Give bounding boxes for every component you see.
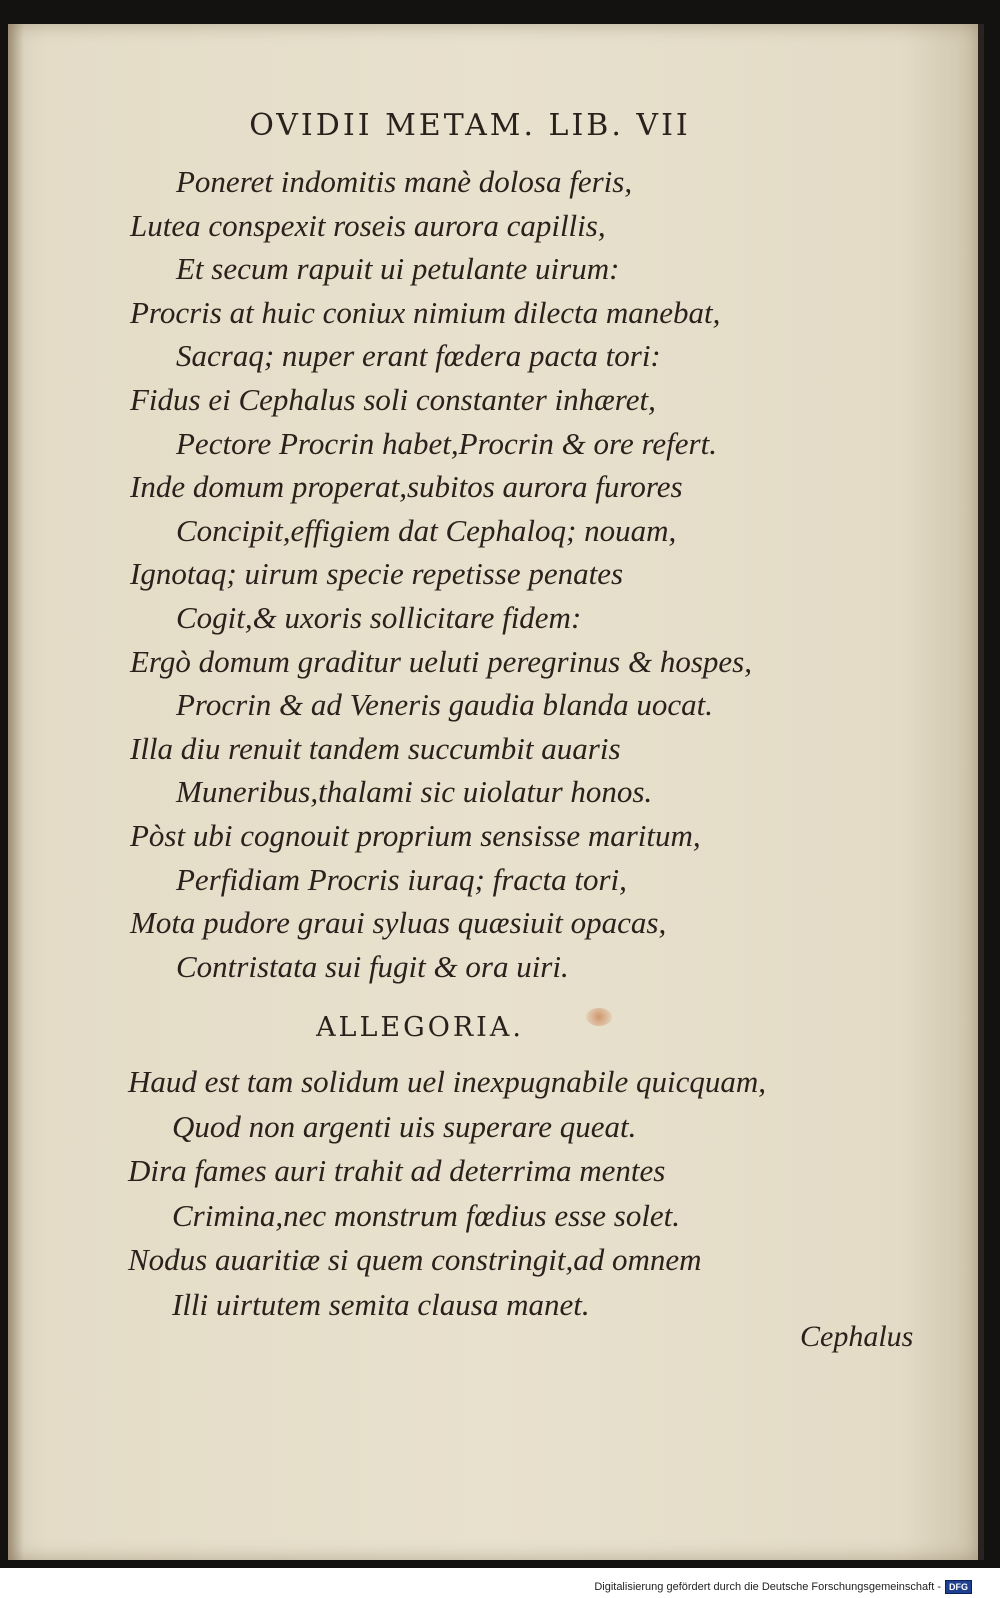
allegory-line: Quod non argenti uis superare queat. (172, 1108, 637, 1144)
verse-line: Perfidiam Procris iuraq; fracta tori, (176, 861, 627, 897)
allegory-line: Nodus auaritiæ si quem constringit,ad omnem (128, 1242, 702, 1277)
catchword: Cephalus (800, 1320, 914, 1353)
verse-block (130, 160, 950, 988)
allegory-block (128, 1060, 948, 1327)
verse-line: Pòst ubi cognouit proprium sensisse maritum, (130, 817, 701, 853)
verse-line: Lutea conspexit roseis aurora capillis, (130, 207, 606, 243)
paper-stain (586, 1008, 612, 1026)
allegory-line: Crimina,nec monstrum fœdius esse solet. (172, 1197, 681, 1233)
verse-line: Cogit,& uxoris sollicitare fidem: (176, 599, 582, 635)
verse-line: Procrin & ad Veneris gaudia blanda uocat. (176, 687, 714, 723)
footer-text: Digitalisierung gefördert durch die Deutsche Forschungsgemeinschaft - (594, 1581, 941, 1593)
verse-line: Procris at huic coniux nimium dilecta manebat, (130, 294, 721, 330)
verse-line: Poneret indomitis manè dolosa feris, (176, 164, 633, 199)
running-head: OVIDII METAM. LIB. VII (249, 108, 691, 143)
verse-line: Fidus ei Cephalus soli constanter inhæret, (130, 381, 656, 417)
allegory-line: Dira fames auri trahit ad deterrima mentes (128, 1153, 666, 1188)
verse-line: Mota pudore graui syluas quæsiuit opacas, (130, 905, 667, 941)
verse-line: Et secum rapuit ui petulante uirum: (176, 251, 620, 287)
dfg-logo-icon: DFG (945, 1580, 972, 1594)
verse-line: Inde domum properat,subitos aurora furores (130, 469, 683, 505)
verse-line: Ergò domum graditur ueluti peregrinus & hospes, (130, 643, 752, 679)
verse-line: Ignotaq; uirum specie repetisse penates (130, 556, 624, 592)
allegory-line: Haud est tam solidum uel inexpugnabile quicquam, (128, 1064, 766, 1099)
verse-line: Pectore Procrin habet,Procrin & ore refert. (176, 425, 717, 461)
verse-line: Concipit,effigiem dat Cephaloq; nouam, (176, 512, 677, 548)
section-title: ALLEGORIA. (316, 1012, 524, 1043)
verse-line: Contristata sui fugit & ora uiri. (176, 948, 569, 984)
verse-line: Illa diu renuit tandem succumbit auaris (130, 730, 621, 766)
verse-line: Sacraq; nuper erant fœdera pacta tori: (176, 338, 661, 374)
verse-line: Muneribus,thalami sic uiolatur honos. (176, 774, 653, 810)
page-gutter-shadow (8, 24, 24, 1560)
digitization-footer (594, 1580, 972, 1594)
allegory-line: Illi uirtutem semita clausa manet. (172, 1286, 590, 1322)
